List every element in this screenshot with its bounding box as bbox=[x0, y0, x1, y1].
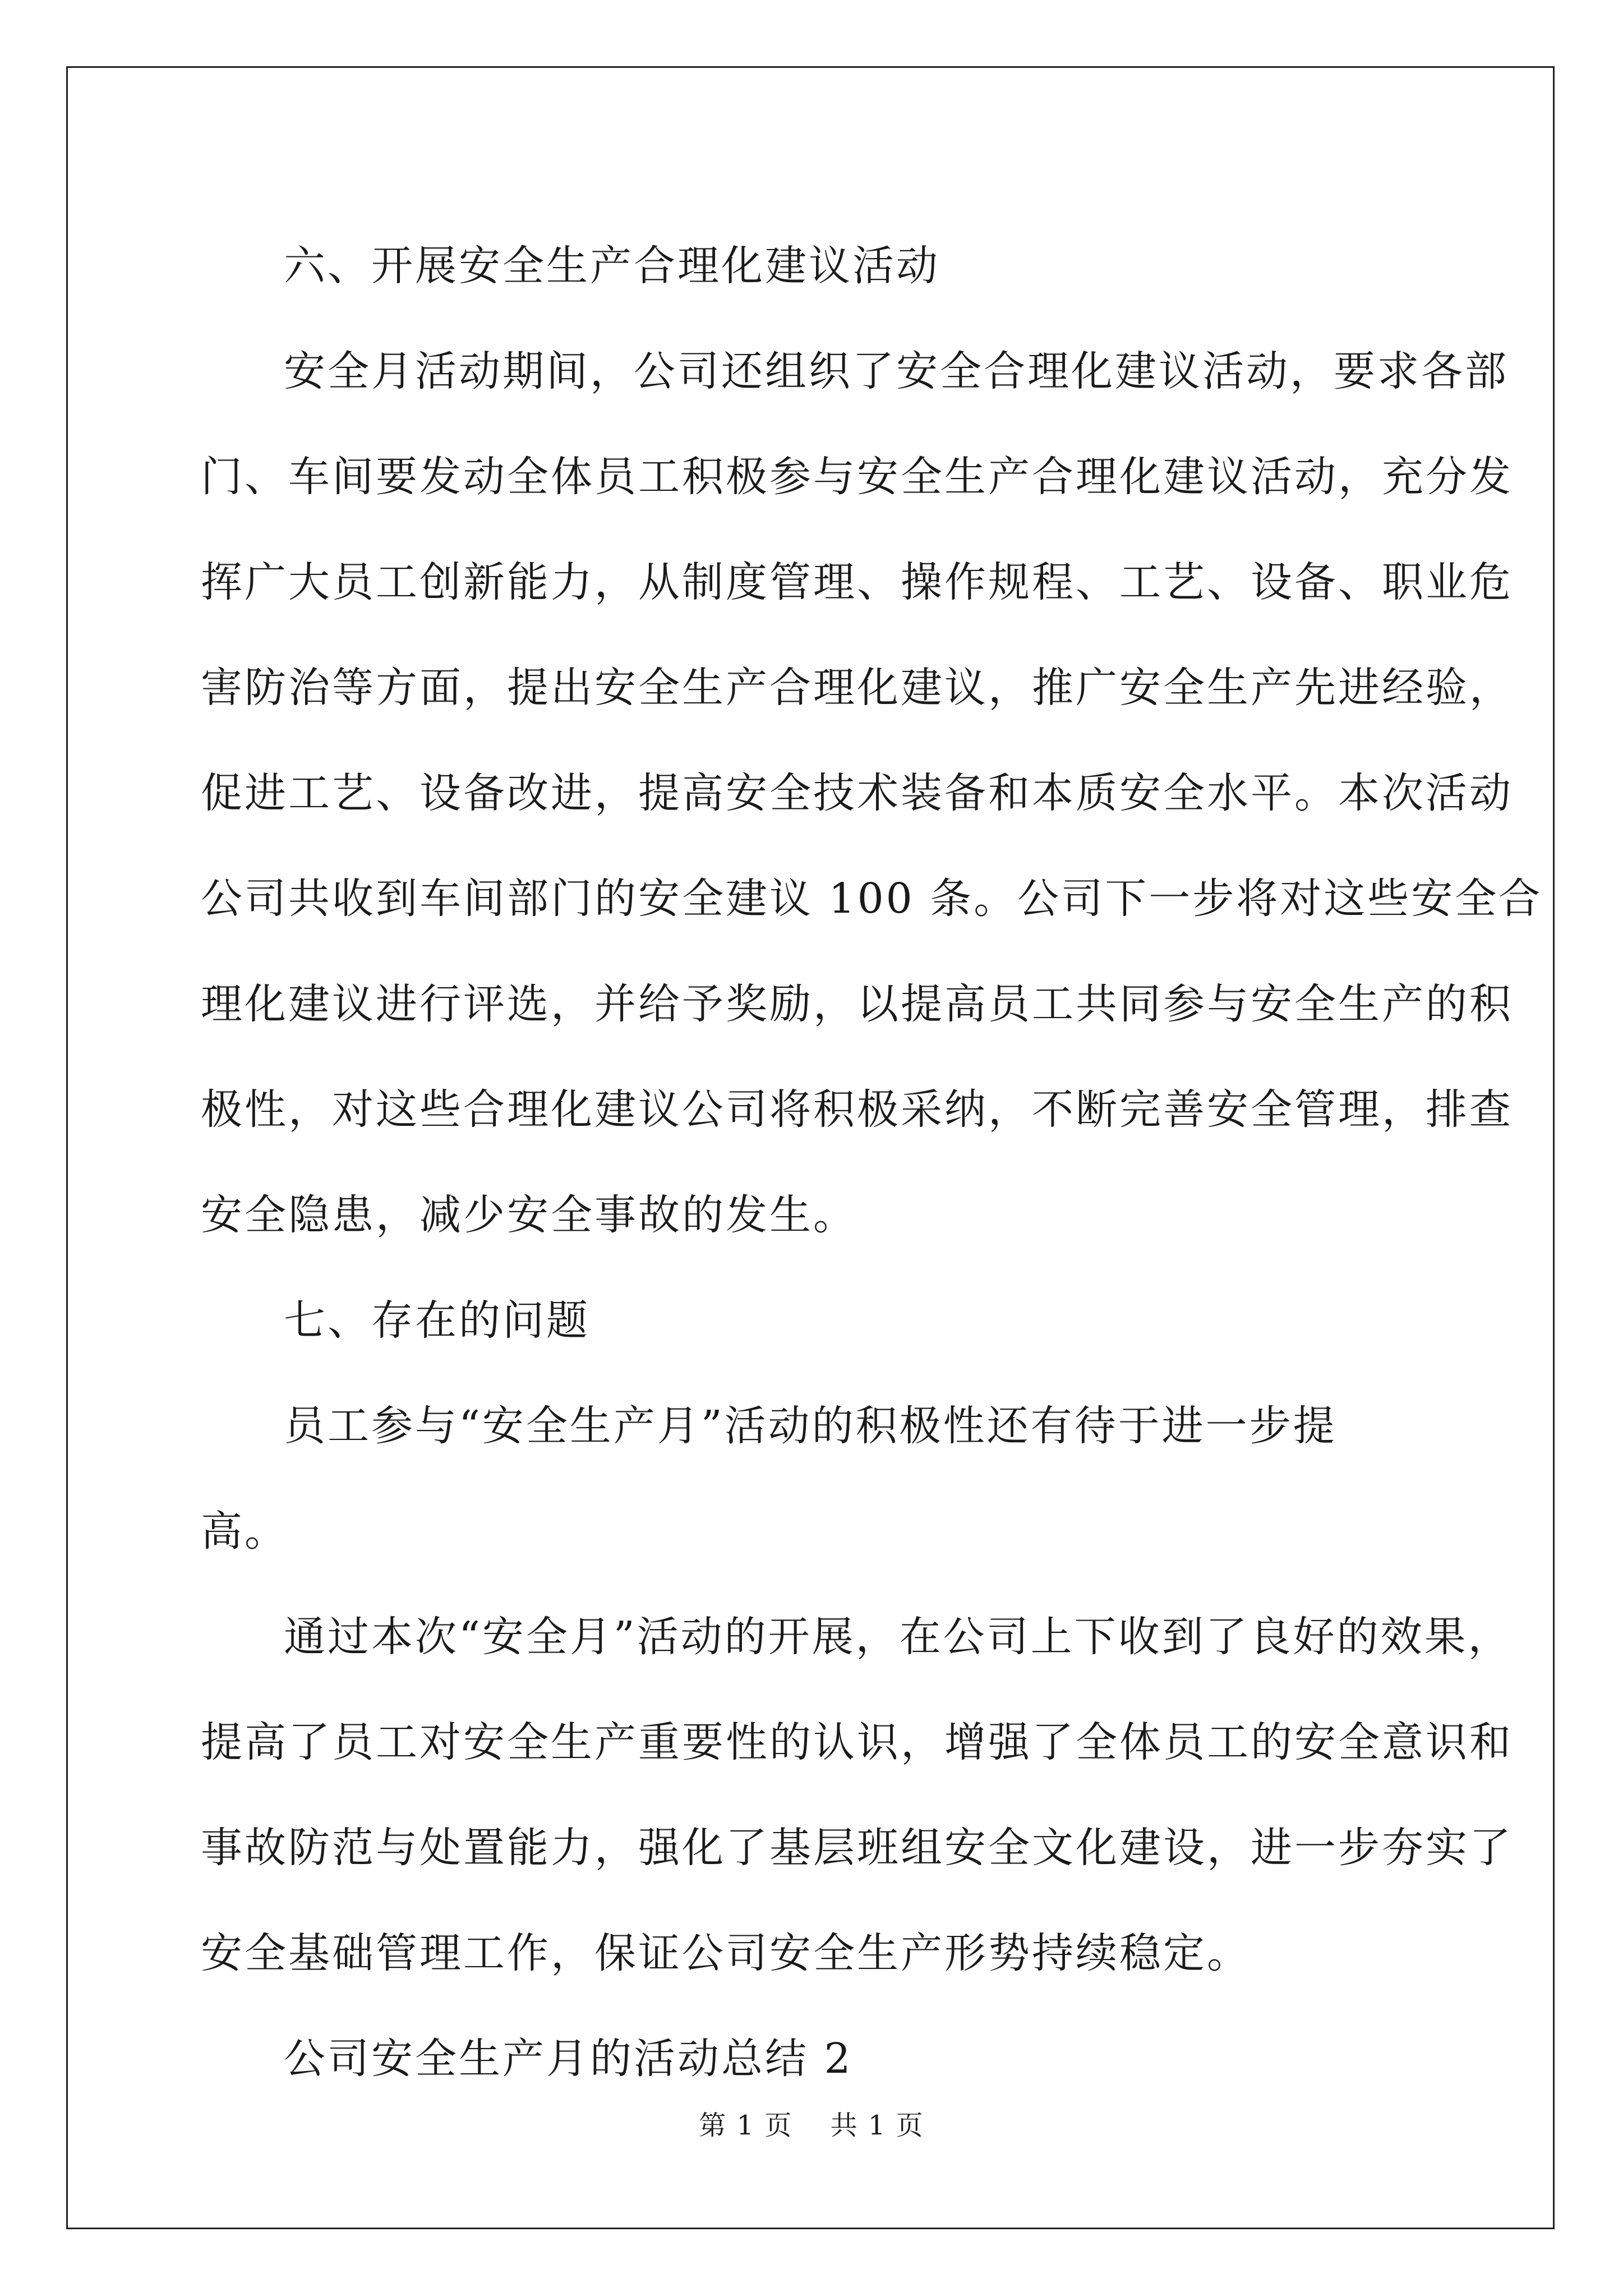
section-heading-7: 七、存在的问题 bbox=[284, 1296, 590, 1345]
paragraph-problem: 员工参与“安全生产月”活动的积极性还有待于进一步提高。 bbox=[201, 1402, 1337, 1556]
text-line: 促进工艺、设备改进，提高安全技术装备和本质安全水平。本次活动 bbox=[201, 769, 1513, 817]
next-section-title: 公司安全生产月的活动总结 2 bbox=[284, 2035, 853, 2083]
text-line: 安全隐患，减少安全事故的发生。 bbox=[201, 1191, 857, 1239]
text-line: 极性，对这些合理化建议公司将积极采纳，不断完善安全管理，排查 bbox=[201, 1085, 1513, 1134]
text-line: 通过本次“安全月”活动的开展，在公司上下收到了良好的效果， bbox=[284, 1613, 1512, 1661]
text-line: 安全月活动期间，公司还组织了安全合理化建议活动，要求各部 bbox=[284, 347, 1509, 395]
paragraph-suggestions bbox=[201, 319, 1543, 1268]
text-line: 挥广大员工创新能力，从制度管理、操作规程、工艺、设备、职业危 bbox=[201, 558, 1513, 606]
text-line: 安全基础管理工作，保证公司安全生产形势持续稳定。 bbox=[201, 1929, 1251, 1977]
text-line: 理化建议进行评选，并给予奖励，以提高员工共同参与安全生产的积 bbox=[201, 980, 1513, 1028]
text-line: 害防治等方面，提出安全生产合理化建议，推广安全生产先进经验， bbox=[201, 664, 1513, 712]
text-line: 公司共收到车间部门的安全建议 100 条。公司下一步将对这些安全合 bbox=[201, 875, 1543, 923]
page-number: 第 1 页 bbox=[699, 2110, 793, 2141]
section-heading-6: 六、开展安全生产合理化建议活动 bbox=[284, 242, 940, 290]
text-line: 提高了员工对安全生产重要性的认识，增强了全体员工的安全意识和 bbox=[201, 1718, 1513, 1766]
paragraph-conclusion bbox=[201, 1584, 1513, 2006]
document-body bbox=[201, 213, 1543, 2111]
page-footer bbox=[0, 2104, 1623, 2142]
page-total: 共 1 页 bbox=[830, 2110, 924, 2141]
text-line: 事故防范与处置能力，强化了基层班组安全文化建设，进一步夯实了 bbox=[201, 1824, 1513, 1872]
text-line: 门、车间要发动全体员工积极参与安全生产合理化建议活动，充分发 bbox=[201, 453, 1513, 501]
